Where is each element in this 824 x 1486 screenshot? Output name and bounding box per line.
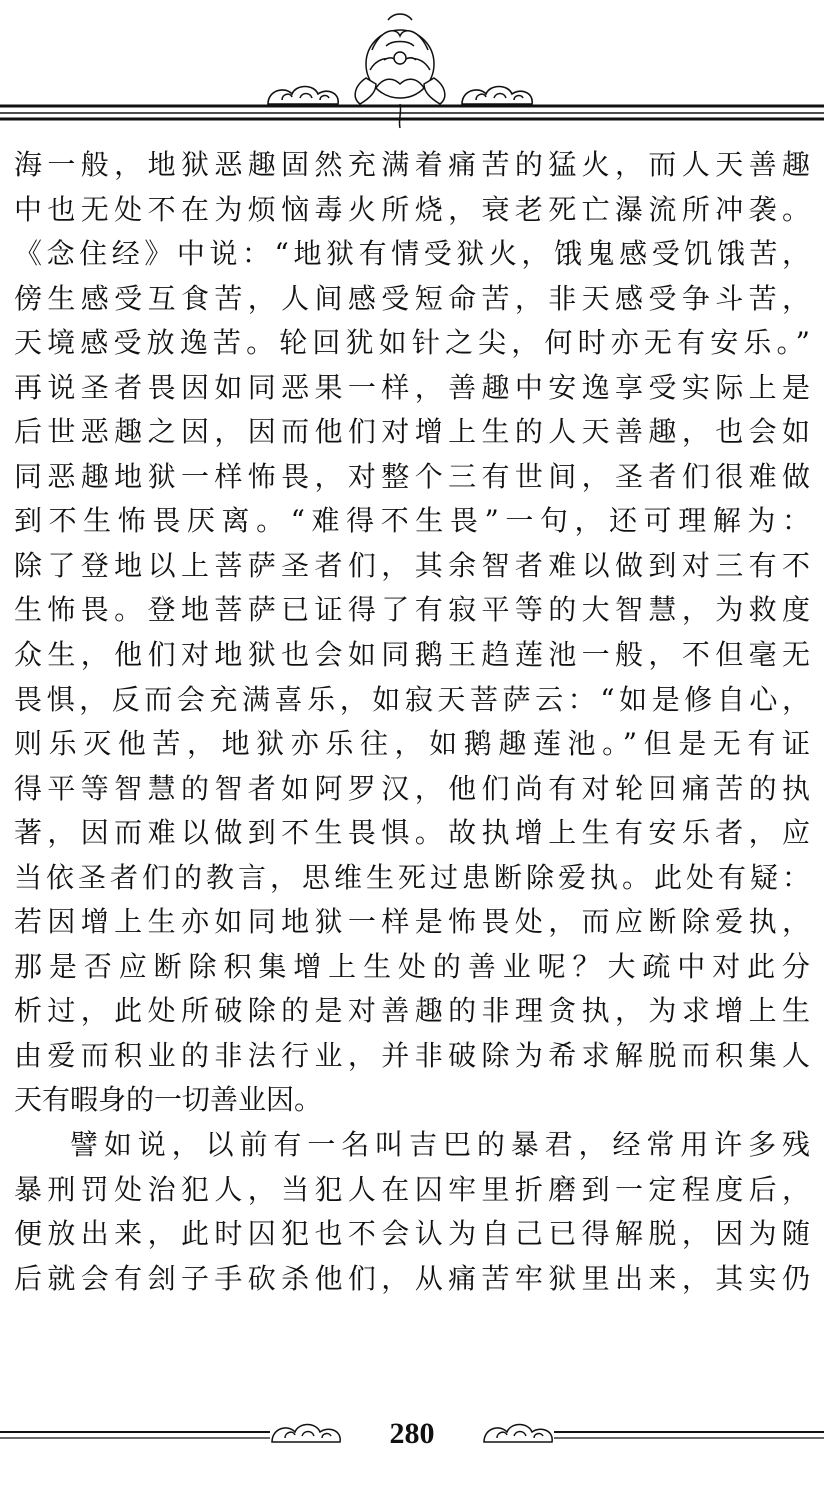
- text-line: 则乐灭他苦，地狱亦乐往，如鹅趣莲池。”但是无有证: [14, 727, 810, 761]
- text-line: 暴刑罚处治犯人，当犯人在囚牢里折磨到一定程度后，: [14, 1172, 810, 1206]
- cloud-right-icon: [462, 87, 532, 105]
- text-line: 除了登地以上菩萨圣者们，其余智者难以做到对三有不: [14, 548, 810, 582]
- text-line: 中也无处不在为烦恼毒火所烧，衰老死亡瀑流所冲袭。: [14, 192, 810, 226]
- text-line: 众生，他们对地狱也会如同鹅王趋莲池一般，不但毫无: [14, 638, 810, 672]
- cloud-left-icon: [268, 87, 338, 105]
- text-line: 譬如说，以前有一名叫吉巴的暴君，经常用许多残: [70, 1128, 810, 1162]
- peony-flower-icon: [355, 14, 445, 128]
- text-line: 天有暇身的一切善业因。: [14, 1083, 323, 1117]
- text-line: 当依圣者们的教言，思维生死过患断除爱执。此处有疑：: [14, 860, 810, 894]
- text-line: 畏惧，反而会充满喜乐，如寂天菩萨云：“如是修自心，: [14, 682, 810, 716]
- cloud-right-icon: [484, 1425, 552, 1443]
- text-line: 到不生怖畏厌离。“难得不生畏”一句，还可理解为：: [14, 504, 810, 538]
- text-line: 傍生感受互食苦，人间感受短命苦，非天感受争斗苦，: [14, 281, 810, 315]
- text-line: 那是否应断除积集增上生处的善业呢？大疏中对此分: [14, 949, 810, 983]
- text-line: 生怖畏。登地菩萨已证得了有寂平等的大智慧，为救度: [14, 593, 810, 627]
- page-number: 280: [389, 1417, 435, 1450]
- cloud-left-icon: [272, 1425, 340, 1443]
- text-line: 若因增上生亦如同地狱一样是怖畏处，而应断除爱执，: [14, 905, 810, 939]
- text-line: 《念住经》中说：“地狱有情受狱火，饿鬼感受饥饿苦，: [14, 237, 810, 271]
- text-line: 再说圣者畏因如同恶果一样，善趣中安逸享受实际上是: [14, 370, 810, 404]
- text-line: 析过，此处所破除的是对善趣的非理贪执，为求增上生: [14, 994, 810, 1028]
- text-line: 后就会有刽子手砍杀他们，从痛苦牢狱里出来，其实仍: [14, 1261, 810, 1295]
- body-text: [14, 143, 810, 1301]
- text-line: 海一般，地狱恶趣固然充满着痛苦的猛火，而人天善趣: [14, 148, 810, 181]
- text-line: 得平等智慧的智者如阿罗汉，他们尚有对轮回痛苦的执: [14, 771, 810, 805]
- text-line: 天境感受放逸苦。轮回犹如针之尖，何时亦无有安乐。”: [14, 326, 810, 360]
- text-line: 同恶趣地狱一样怖畏，对整个三有世间，圣者们很难做: [14, 459, 810, 493]
- text-line: 由爱而积业的非法行业，并非破除为希求解脱而积集人: [14, 1038, 810, 1072]
- text-line: 著，因而难以做到不生畏惧。故执增上生有安乐者，应: [14, 816, 810, 850]
- text-line: 便放出来，此时囚犯也不会认为自己已得解脱，因为随: [14, 1217, 810, 1251]
- text-line: 后世恶趣之因，因而他们对增上生的人天善趣，也会如: [14, 415, 810, 449]
- header-ornament: [0, 0, 824, 135]
